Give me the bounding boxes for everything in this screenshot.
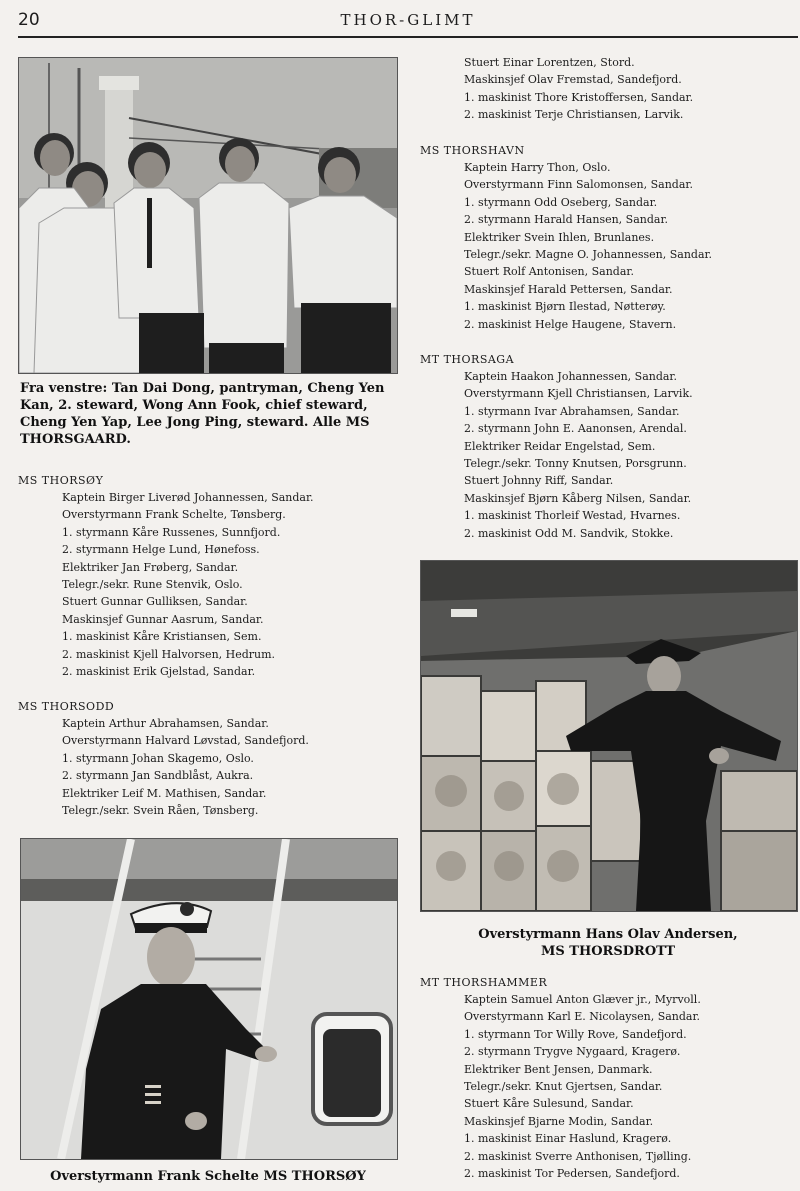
magazine-title: THOR-GLIMT [340,11,476,29]
crew-member: Kaptein Samuel Anton Glæver jr., Myrvoll. [464,993,701,1006]
crew-member: Kaptein Arthur Abrahamsen, Sandar. [62,717,269,730]
crew-member: Maskinsjef Olav Fremstad, Sandefjord. [464,73,682,87]
crew-member: 2. maskinist Tor Pedersen, Sandefjord. [464,1167,680,1181]
crew-member: 2. maskinist Kjell Halvorsen, Hedrum. [62,647,276,661]
crew-list [420,991,701,1182]
crew-list [18,489,314,680]
crew-member: 1. styrmann Kåre Russenes, Sunnfjord. [62,525,281,539]
crew-member: Elektriker Jan Frøberg, Sandar. [62,560,239,574]
photo-officer-thorsoy [20,838,398,1160]
crew-member: Stuert Gunnar Gulliksen, Sandar. [62,595,248,609]
crew-member: Telegr./sekr. Tonny Knutsen, Porsgrunn. [464,457,687,471]
crew-member: Elektriker Svein Ihlen, Brunlanes. [464,230,655,244]
crew-member: Maskinsjef Gunnar Aasrum, Sandar. [62,612,264,626]
crew-member: 2. maskinist Erik Gjelstad, Sandar. [62,665,256,679]
ship-section-thorsodd [18,698,309,819]
crew-member: 1. styrmann Odd Oseberg, Sandar. [464,195,658,209]
crew-list [420,159,712,333]
page-number: 20 [18,10,40,30]
crew-member: 1. maskinist Thorleif Westad, Hvarnes. [464,509,681,523]
ship-name: MS THORSØY [18,474,104,487]
crew-member: Kaptein Harry Thon, Oslo. [464,161,611,174]
crew-member: Maskinsjef Bjørn Kåberg Nilsen, Sandar. [464,491,692,505]
crew-member: 2. maskinist Terje Christiansen, Larvik. [464,108,684,122]
crew-list [420,368,693,542]
photo-caption-stewards: Fra venstre: Tan Dai Dong, pantryman, Cheng Yen Kan, 2. steward, Wong Ann Fook, chief steward, Cheng Yen Yap, Lee Jong Ping, steward. Alle MS THORSGAARD. [20,381,385,447]
ship-name: MT THORSAGA [420,353,515,366]
crew-member: Overstyrmann Finn Salomonsen, Sandar. [464,178,693,192]
crew-member: Telegr./sekr. Knut Gjertsen, Sandar. [464,1080,663,1094]
crew-member: Kaptein Birger Liverød Johannessen, Sandar. [62,491,314,504]
photo-stewards [18,57,398,374]
page-header [18,8,798,38]
crew-member: 2. styrmann Harald Hansen, Sandar. [464,213,668,227]
crew-member: 2. styrmann Trygve Nygaard, Kragerø. [464,1045,681,1059]
crew-member: Stuert Rolf Antonisen, Sandar. [464,265,634,279]
crew-member: Telegr./sekr. Rune Stenvik, Oslo. [62,578,243,592]
crew-member: 1. maskinist Thore Kristoffersen, Sandar. [464,90,694,104]
crew-continuation [420,54,693,124]
crew-member: Overstyrmann Frank Schelte, Tønsberg. [62,508,286,522]
caption-line-2: MS THORSDROTT [540,944,676,959]
crew-member: 2. styrmann Helge Lund, Hønefoss. [62,543,260,557]
crew-member: Stuert Einar Lorentzen, Stord. [464,56,635,69]
photo-caption-thorsdrott [420,926,796,960]
ship-name: MS THORSODD [18,700,115,713]
crew-member: Stuert Kåre Sulesund, Sandar. [464,1097,634,1111]
crew-member: 1. styrmann Johan Skagemo, Oslo. [62,751,254,765]
crew-member: Overstyrmann Kjell Christiansen, Larvik. [464,387,693,401]
crew-member: Elektriker Reidar Engelstad, Sem. [464,439,656,453]
ship-section-thorshavn [420,142,712,333]
crew-member: 2. maskinist Odd M. Sandvik, Stokke. [464,526,674,540]
crew-member: 1. maskinist Kåre Kristiansen, Sem. [62,630,262,644]
crew-member: 2. styrmann John E. Aanonsen, Arendal. [464,422,687,436]
photo-officer-thorsdrott [420,560,798,912]
ship-section-thorsaga [420,351,693,542]
crew-member: 1. styrmann Ivar Abrahamsen, Sandar. [464,404,680,418]
crew-member: 1. maskinist Bjørn Ilestad, Nøtterøy. [464,300,666,314]
crew-member: Overstyrmann Karl E. Nicolaysen, Sandar. [464,1010,701,1024]
crew-member: Overstyrmann Halvard Løvstad, Sandefjord. [62,734,309,748]
crew-member: Elektriker Leif M. Mathisen, Sandar. [62,786,267,800]
ship-name: MS THORSHAVN [420,144,525,157]
ship-name: MT THORSHAMMER [420,976,548,989]
crew-member: Maskinsjef Bjarne Modin, Sandar. [464,1114,654,1128]
crew-member: 2. styrmann Jan Sandblåst, Aukra. [62,769,254,783]
crew-member: Stuert Johnny Riff, Sandar. [464,474,614,488]
ship-section-thorsoy [18,472,314,680]
crew-member: Telegr./sekr. Magne O. Johannessen, Sandar. [464,248,713,262]
crew-list [18,715,309,819]
crew-member: Telegr./sekr. Svein Råen, Tønsberg. [62,804,259,818]
caption-line-1: Overstyrmann Hans Olav Andersen, [478,927,738,942]
crew-member: Maskinsjef Harald Pettersen, Sandar. [464,282,673,296]
crew-member: 1. maskinist Einar Haslund, Kragerø. [464,1132,672,1146]
crew-member: 2. maskinist Helge Haugene, Stavern. [464,317,677,331]
crew-member: Kaptein Haakon Johannessen, Sandar. [464,370,677,383]
ship-section-thorshammer [420,974,701,1182]
crew-list-continuation [420,54,693,124]
photo-caption-thorsoy: Overstyrmann Frank Schelte MS THORSØY [50,1169,366,1184]
crew-member: 1. styrmann Tor Willy Rove, Sandefjord. [464,1027,687,1041]
crew-member: Elektriker Bent Jensen, Danmark. [464,1062,653,1076]
crew-member: 2. maskinist Sverre Anthonisen, Tjølling. [464,1149,692,1163]
